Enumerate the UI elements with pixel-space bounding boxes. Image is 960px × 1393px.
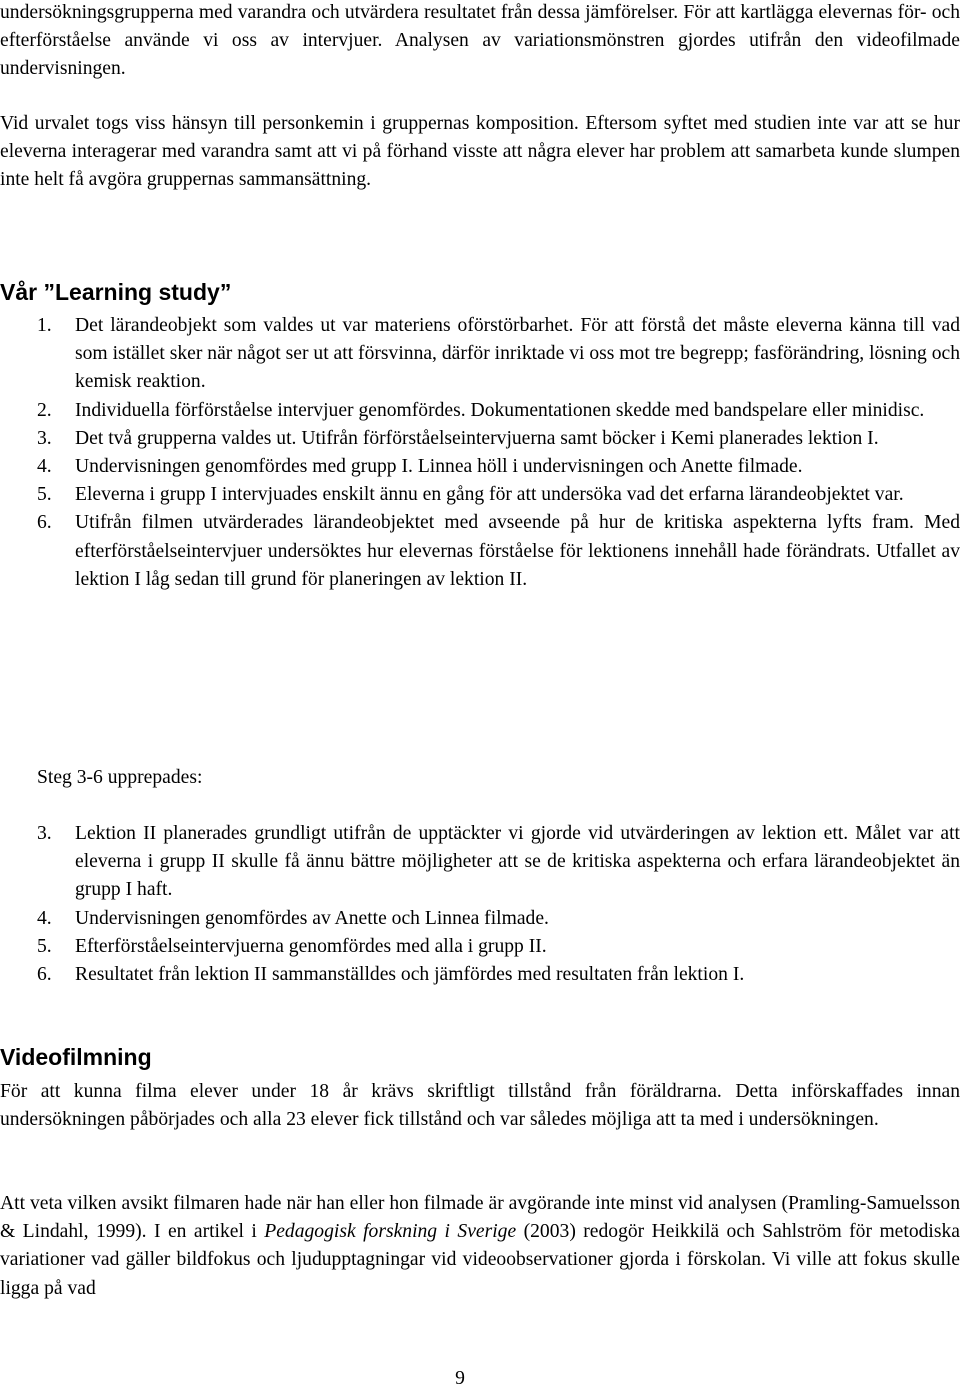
list-item (0, 425, 960, 453)
step-number: 5. (37, 484, 52, 506)
step-text: Det lärandeobjekt som valdes ut var materiens oförstörbarhet. För att förstå det måste eleverna känna till vad som istället sker när något ser ut att försvinna, därför inriktade vi oss mot tre begrepp; fasförändring, lösning och kemisk reaktion. (75, 315, 960, 393)
list-item (0, 933, 960, 961)
step-text: Undervisningen genomfördes med grupp I. Linnea höll i undervisningen och Anette filmade. (75, 456, 803, 478)
step-number: 1. (37, 315, 52, 336)
list-item (0, 905, 960, 933)
step-text: Resultatet från lektion II sammanställdes och jämfördes med resultaten från lektion I. (75, 964, 745, 986)
paragraph-text: (2003) redogör Heikkilä och Sahlström för metodiska variationer vad gäller bildfokus och ljudupptagningar vid videoobservationer gjorda i förskolan. Vi ville att fokus skulle ligga på vad (0, 1221, 960, 1299)
step-text: Eleverna i grupp I intervjuades enskilt ännu en gång för att undersöka vad det erfarna lärandeobjektet var. (75, 484, 904, 506)
learning-study-repeat-steps (0, 820, 960, 989)
step-number: 6. (37, 512, 52, 534)
paragraph-text: Att veta vilken avsikt filmaren hade när han eller hon filmade är avgörande inte minst vid analysen (Pramling-Samuelsson & Lindahl, 1999). I en artikel i (0, 1193, 960, 1243)
list-item (0, 481, 960, 509)
step-text: Det två grupperna valdes ut. Utifrån förförståelseintervjuerna samt böcker i Kemi planerades lektion I. (75, 427, 879, 449)
list-item (0, 820, 960, 905)
step-number: 4. (37, 456, 52, 478)
step-text: Undervisningen genomfördes av Anette och Linnea filmade. (75, 907, 549, 929)
list-item (0, 312, 960, 397)
step-number: 4. (37, 907, 52, 929)
repeat-label: Steg 3-6 upprepades: (37, 767, 203, 788)
videofilmning-paragraph-1: För att kunna filma elever under 18 år krävs skriftligt tillstånd från föräldrarna. Detta införskaffades innan undersökningen påbörjades och alla 23 elever fick tillstånd och var således möjliga att ta med i undersökningen. (0, 1081, 960, 1131)
learning-study-steps (0, 312, 960, 594)
page-number: 9 (455, 1368, 465, 1389)
step-text: Individuella förförståelse intervjuer genomfördes. Dokumentationen skedde med bandspelare eller minidisc. (75, 399, 925, 421)
list-item (0, 453, 960, 481)
list-item (0, 961, 960, 989)
learning-study-heading: Vår ”Learning study” (0, 279, 232, 305)
step-number: 3. (37, 823, 52, 844)
step-number: 5. (37, 935, 52, 957)
videofilmning-heading: Videofilmning (0, 1044, 152, 1070)
intro-paragraph-2: Vid urvalet togs viss hänsyn till personkemin i gruppernas komposition. Eftersom syftet med studien inte var att se hur eleverna interagerar med varandra samt att vi på förhand visste att några elever har problem att samarbeta kunde slumpen inte helt få avgöra gruppernas sammansättning. (0, 113, 960, 191)
journal-title: Pedagogisk forskning i Sverige (264, 1221, 517, 1243)
step-text: Utifrån filmen utvärderades lärandeobjektet med avseende på hur de kritiska aspekterna lyfts fram. Med efterförståelseintervjuer undersöktes hur elevernas förståelse för lektionens innehåll hade förändrats. Utfallet av lektion I låg sedan till grund för planeringen av lektion II. (75, 512, 960, 590)
step-text: Efterförståelseintervjuerna genomfördes med alla i grupp II. (75, 935, 547, 957)
step-text: Lektion II planerades grundligt utifrån de upptäckter vi gjorde vid utvärderingen av lektion ett. Målet var att eleverna i grupp II skulle få ännu bättre möjligheter att se de kritiska aspekterna och erfara lärandeobjektet än grupp I haft. (75, 823, 960, 901)
list-item (0, 509, 960, 594)
videofilmning-paragraph-2 (0, 1190, 960, 1303)
step-number: 2. (37, 399, 52, 421)
step-number: 6. (37, 964, 52, 986)
step-number: 3. (37, 427, 52, 449)
intro-paragraph-1: undersökningsgrupperna med varandra och utvärdera resultatet från dessa jämförelser. För att kartlägga elevernas för- och efterförståelse använde vi oss av intervjuer. Analysen av variationsmönstren gjordes utifrån den videofilmade undervisningen. (0, 2, 960, 80)
list-item (0, 397, 960, 425)
